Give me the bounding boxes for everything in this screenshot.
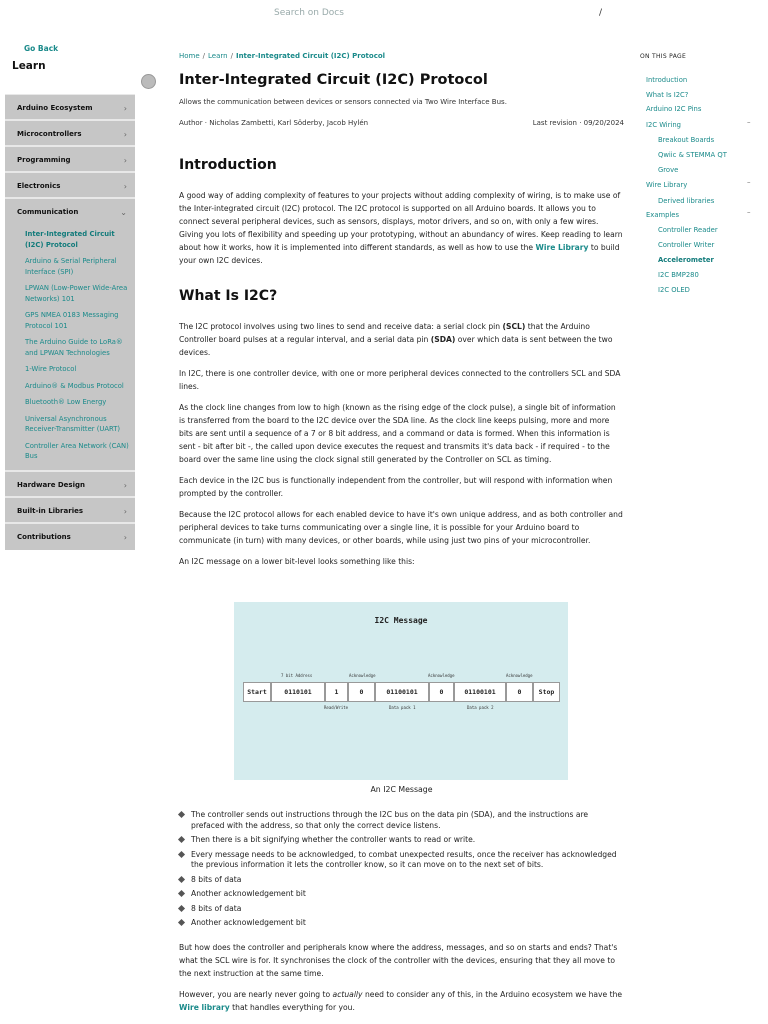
diagram-label: Data pack 1 bbox=[389, 705, 416, 710]
chevron-right-icon: › bbox=[123, 130, 127, 139]
sidebar-item-label: Built-in Libraries bbox=[17, 506, 84, 515]
toc-heading: ON THIS PAGE bbox=[640, 53, 687, 60]
author-line: Author · Nicholas Zambetti, Karl Söderby, Jacob Hylén bbox=[179, 119, 369, 127]
paragraph bbox=[179, 320, 624, 359]
diagram-cell: 01100101 bbox=[454, 682, 506, 702]
toc-item-what-is-i2c[interactable]: What Is I2C? bbox=[646, 91, 689, 99]
sidebar-item-label: Arduino Ecosystem bbox=[17, 104, 93, 112]
sidebar-item-label: Programming bbox=[17, 156, 71, 164]
sidebar-subitem-1-wire[interactable]: 1-Wire Protocol bbox=[25, 365, 77, 373]
list-item-text: 8 bits of data bbox=[191, 874, 242, 884]
what-paragraphs bbox=[179, 320, 624, 568]
list-item bbox=[179, 918, 619, 929]
list-item-text: 8 bits of data bbox=[191, 903, 242, 913]
diagram-label: 7 bit Address bbox=[281, 673, 313, 678]
section-heading: What Is I2C? bbox=[179, 288, 278, 304]
intro-paragraph bbox=[179, 189, 624, 267]
list-item-text: Another acknowledgement bit bbox=[191, 889, 306, 898]
chevron-down-icon: ⌄ bbox=[120, 208, 127, 217]
toc-item-introduction[interactable]: Introduction bbox=[646, 76, 688, 84]
sidebar-item-label: Microcontrollers bbox=[17, 130, 82, 138]
diagram-cell: 0 bbox=[348, 682, 375, 702]
list-item bbox=[179, 889, 619, 900]
i2c-message-diagram bbox=[234, 602, 568, 780]
chevron-right-icon: › bbox=[123, 532, 127, 542]
list-item bbox=[179, 835, 619, 846]
breadcrumb-current[interactable]: Inter-Integrated Circuit (I2C) Protocol bbox=[235, 52, 386, 60]
sidebar-item-programming[interactable] bbox=[5, 147, 135, 173]
emphasis: actually bbox=[332, 990, 363, 999]
diagram-label: Acknowledge bbox=[428, 673, 455, 678]
chevron-right-icon: › bbox=[123, 104, 127, 113]
go-back-link[interactable]: Go Back bbox=[24, 44, 59, 53]
bullet-diamond-icon bbox=[178, 890, 185, 897]
toc-item-controller-writer[interactable]: Controller Writer bbox=[658, 241, 715, 249]
section-what-is-i2c bbox=[179, 288, 624, 304]
page-title: Inter-Integrated Circuit (I2C) Protocol bbox=[179, 72, 488, 88]
search-shortcut-hint: / bbox=[599, 8, 603, 18]
text-run: A good way of adding complexity of features to your projects without adding complexity of wiring, is to make use of the Inter-integrated circuit (I2C) protocol. The I2C protocol is supported on all Arduino boards. It allows you to connect several peripheral devices, such as sensors, displays, motor drivers, and so on, with only a few wires. Giving you lots of flexibility and speeding up your prototyping, without an abundancy of wires. Keep reading to learn about how it works, how it is implemented into different standards, as well as how to use the bbox=[179, 191, 623, 252]
breadcrumb-separator: / bbox=[230, 52, 233, 60]
section-introduction bbox=[179, 157, 624, 173]
chevron-right-icon: › bbox=[123, 182, 127, 191]
collapse-icon[interactable]: – bbox=[747, 118, 751, 126]
collapse-icon[interactable]: – bbox=[747, 208, 751, 216]
list-item-text: Another acknowledgement bit bbox=[191, 918, 306, 927]
diagram-label: Acknowledge bbox=[506, 673, 533, 678]
toc-item-wire-library[interactable]: Wire Library bbox=[646, 181, 688, 189]
toc-item-examples[interactable]: Examples bbox=[646, 211, 680, 219]
sidebar-collapse-toggle[interactable] bbox=[141, 74, 156, 89]
sidebar-subitem-spi[interactable]: Arduino & Serial Peripheral Interface (SPI) bbox=[25, 257, 117, 276]
text-run: that the Arduino Controller board pulses at a regular interval, and a serial data pin bbox=[179, 322, 590, 344]
chevron-right-icon: › bbox=[123, 480, 127, 490]
sidebar-item-microcontrollers[interactable] bbox=[5, 121, 135, 147]
toc-item-i2c-bmp280[interactable]: I2C BMP280 bbox=[658, 271, 699, 279]
list-item bbox=[179, 904, 619, 915]
list-item-text: Then there is a bit signifying whether the controller wants to read or write. bbox=[191, 835, 476, 844]
sidebar-subitem-gps-nmea[interactable]: GPS NMEA 0183 Messaging Protocol 101 bbox=[25, 311, 119, 330]
text-run: However, you are nearly never going to bbox=[179, 990, 333, 999]
toc-item-breakout-boards[interactable]: Breakout Boards bbox=[658, 136, 715, 144]
paragraph: Each device in the I2C bus is functionally independent from the controller, but will respond with information when prompted by the controller. bbox=[179, 476, 613, 498]
sidebar-subitem-can[interactable]: Controller Area Network (CAN) Bus bbox=[25, 441, 129, 460]
sidebar-subitem-uart[interactable]: Universal Asynchronous Receiver-Transmitter (UART) bbox=[25, 414, 121, 433]
page-subtitle: Allows the communication between devices or sensors connected via Two Wire Interface Bus. bbox=[179, 98, 507, 106]
sidebar-item-arduino-ecosystem[interactable] bbox=[5, 95, 135, 121]
revision-date: Last revision · 09/20/2024 bbox=[532, 119, 624, 127]
breadcrumb bbox=[179, 52, 385, 60]
bullet-diamond-icon bbox=[178, 836, 185, 843]
list-item-text: Every message needs to be acknowledged, to combat unexpected results, once the receiver has acknowledged the previous information it lets the controller know, so it can move on to the next set of bits. bbox=[191, 849, 617, 869]
bullet-diamond-icon bbox=[178, 850, 185, 857]
sidebar-item-electronics[interactable] bbox=[5, 173, 135, 199]
top-bar bbox=[0, 0, 768, 30]
collapse-icon[interactable]: – bbox=[747, 178, 751, 186]
diagram-label: Read/Write bbox=[324, 705, 349, 710]
paragraph: In I2C, there is one controller device, with one or more peripheral devices connected to the controllers SCL and SDA lines. bbox=[179, 369, 621, 391]
sidebar-subitem-modbus[interactable]: Arduino® & Modbus Protocol bbox=[25, 381, 124, 390]
chevron-right-icon: › bbox=[123, 156, 127, 165]
toc-item-i2c-wiring[interactable]: I2C Wiring bbox=[646, 121, 681, 129]
sidebar-subitem-ble[interactable]: Bluetooth® Low Energy bbox=[25, 398, 107, 406]
toc-item-derived-libraries[interactable]: Derived libraries bbox=[658, 197, 715, 205]
paragraph: Because the I2C protocol allows for each enabled device to have it's own unique address, and as both controller and peripheral devices to take turns communicating over a single line, it is possible for your Arduino board to communicate (in turn) with many devices, or other boards, while using just two pins of your microcontroller. bbox=[179, 510, 623, 545]
intro-paragraph-container bbox=[179, 189, 624, 267]
text-run: need to consider any of this, in the Arduino ecosystem we have the bbox=[362, 990, 623, 999]
communication-submenu bbox=[5, 223, 135, 472]
list-item-text: The controller sends out instructions through the I2C bus on the data pin (SDA), and the instructions are prefaced with the address, so that only the correct device listens. bbox=[191, 810, 589, 830]
list-item bbox=[179, 875, 619, 886]
sidebar-item-hardware-design[interactable] bbox=[5, 472, 135, 498]
sidebar-item-label: Contributions bbox=[17, 532, 71, 541]
diagram-title: I2C Message bbox=[374, 616, 428, 625]
sidebar-subitem-lora[interactable]: The Arduino Guide to LoRa® and LPWAN Technologies bbox=[25, 338, 123, 357]
closing-paragraphs bbox=[179, 941, 624, 1014]
sidebar-item-label: Electronics bbox=[17, 182, 61, 190]
list-item bbox=[179, 850, 619, 871]
sidebar-item-contributions[interactable] bbox=[5, 524, 135, 550]
diagram-cell: Start bbox=[243, 682, 271, 702]
breadcrumb-learn[interactable]: Learn bbox=[208, 52, 228, 60]
search-input[interactable]: Search on Docs bbox=[274, 8, 344, 18]
message-bit-list bbox=[179, 810, 619, 933]
sidebar-item-label: Hardware Design bbox=[17, 480, 85, 489]
bullet-diamond-icon bbox=[178, 811, 185, 818]
figure-caption: An I2C Message bbox=[370, 785, 433, 794]
toc-item-qwiic-stemma[interactable]: Qwiic & STEMMA QT bbox=[658, 151, 727, 159]
sda-term: (SDA) bbox=[430, 335, 456, 344]
bullet-diamond-icon bbox=[178, 919, 185, 926]
diagram-label: Acknowledge bbox=[349, 673, 376, 678]
diagram-cell: 0 bbox=[506, 682, 533, 702]
text-run: over which data is sent between the two devices. bbox=[179, 335, 613, 357]
sidebar-item-label: Communication bbox=[17, 208, 79, 216]
text-run: The I2C protocol involves using two lines to send and receive data: a serial clock pin bbox=[179, 322, 503, 331]
wire-library-link[interactable]: Wire Library bbox=[535, 243, 589, 252]
sidebar-item-communication[interactable] bbox=[5, 199, 135, 223]
breadcrumb-home[interactable]: Home bbox=[179, 52, 200, 60]
toc-item-controller-reader[interactable]: Controller Reader bbox=[658, 226, 718, 234]
toc-item-i2c-oled[interactable]: I2C OLED bbox=[658, 286, 690, 294]
section-heading: Introduction bbox=[179, 157, 277, 173]
sidebar-subitem-i2c[interactable]: Inter-Integrated Circuit (I2C) Protocol bbox=[25, 230, 115, 249]
toc-item-arduino-i2c-pins[interactable]: Arduino I2C Pins bbox=[646, 105, 702, 113]
paragraph: An I2C message on a lower bit-level looks something like this: bbox=[179, 557, 415, 566]
sidebar-item-built-in-libraries[interactable] bbox=[5, 498, 135, 524]
diagram-cell: 1 bbox=[325, 682, 348, 702]
diagram-cell: 0 bbox=[429, 682, 454, 702]
sidebar-subitem-lpwan[interactable]: LPWAN (Low-Power Wide-Area Networks) 101 bbox=[25, 284, 128, 303]
sidebar-nav bbox=[5, 94, 135, 550]
bullet-diamond-icon bbox=[178, 875, 185, 882]
toc-item-grove[interactable]: Grove bbox=[658, 166, 679, 174]
diagram-label: Data pack 2 bbox=[467, 705, 494, 710]
diagram-cell: 01100101 bbox=[375, 682, 429, 702]
paragraph: But how does the controller and peripherals know where the address, messages, and so on starts and ends? That's what the SCL wire is for. It synchronises the clock of the controller with the devices, ensuring that they all move to the next instruction at the same time. bbox=[179, 943, 618, 978]
list-item bbox=[179, 810, 619, 831]
text-run: that handles everything for you. bbox=[229, 1003, 355, 1012]
paragraph bbox=[179, 988, 624, 1014]
diagram-cell: 0110101 bbox=[271, 682, 325, 702]
text-run: to build your own I2C devices. bbox=[179, 243, 620, 265]
scl-term: (SCL) bbox=[502, 322, 526, 331]
breadcrumb-separator: / bbox=[202, 52, 206, 60]
bullet-diamond-icon bbox=[178, 904, 185, 911]
diagram-cell: Stop bbox=[533, 682, 560, 702]
sidebar-title: Learn bbox=[12, 60, 46, 72]
paragraph: As the clock line changes from low to high (known as the rising edge of the clock pulse), a single bit of information is transferred from the board to the I2C device over the SDA line. As the clock line keeps pulsing, more and more bits are sent until a sequence of a 7 or 8 bit address, and a command or data is formed. When this information is sent - bit after bit -, the called upon device executes the request and transmits it's data back - if required - to the board over the same line using the clock signal still generated by the Controller on SCL as timing. bbox=[179, 403, 616, 464]
wire-library-link[interactable]: Wire library bbox=[179, 1003, 230, 1012]
toc-item-accelerometer[interactable]: Accelerometer bbox=[658, 256, 714, 264]
chevron-right-icon: › bbox=[123, 506, 127, 516]
